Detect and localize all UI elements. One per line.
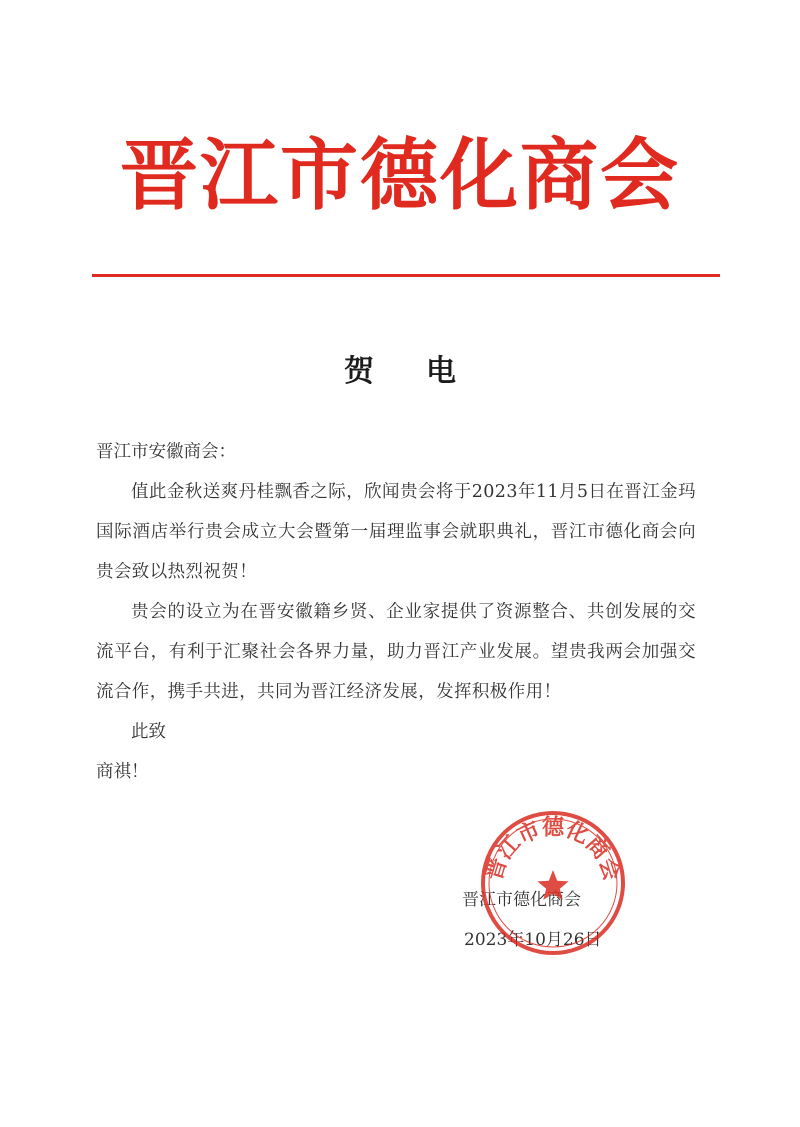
letter-body xyxy=(96,432,696,792)
letterhead-divider xyxy=(92,274,720,277)
salutation: 晋江市安徽商会： xyxy=(96,442,236,462)
signature-organization: 晋江市德化商会 xyxy=(462,890,581,910)
seal-text: 晋江市德化商会 xyxy=(481,815,625,884)
closing-greeting: 商祺！ xyxy=(96,762,149,782)
letterhead-title: 晋江市德化商会 xyxy=(119,131,680,221)
paragraph-1: 值此金秋送爽丹桂飘香之际，欣闻贵会将于2023年11月5日在晋江金玛国际酒店举行贵会成立大会暨第一届理监事会就职典礼，晋江市德化商会向贵会致以热烈祝贺！ xyxy=(96,482,696,582)
closing-line: 此致 xyxy=(131,722,166,742)
document-title: 贺电 xyxy=(344,354,508,389)
paragraph-2: 贵会的设立为在晋安徽籍乡贤、企业家提供了资源整合、共创发展的交流平台，有利于汇聚社会各界力量，助力晋江产业发展。望贵我两会加强交流合作，携手共进，共同为晋江经济发展，发挥积极作用！ xyxy=(96,602,696,702)
official-seal-icon xyxy=(478,808,628,958)
signature-date: 2023年10月26日 xyxy=(464,930,602,950)
